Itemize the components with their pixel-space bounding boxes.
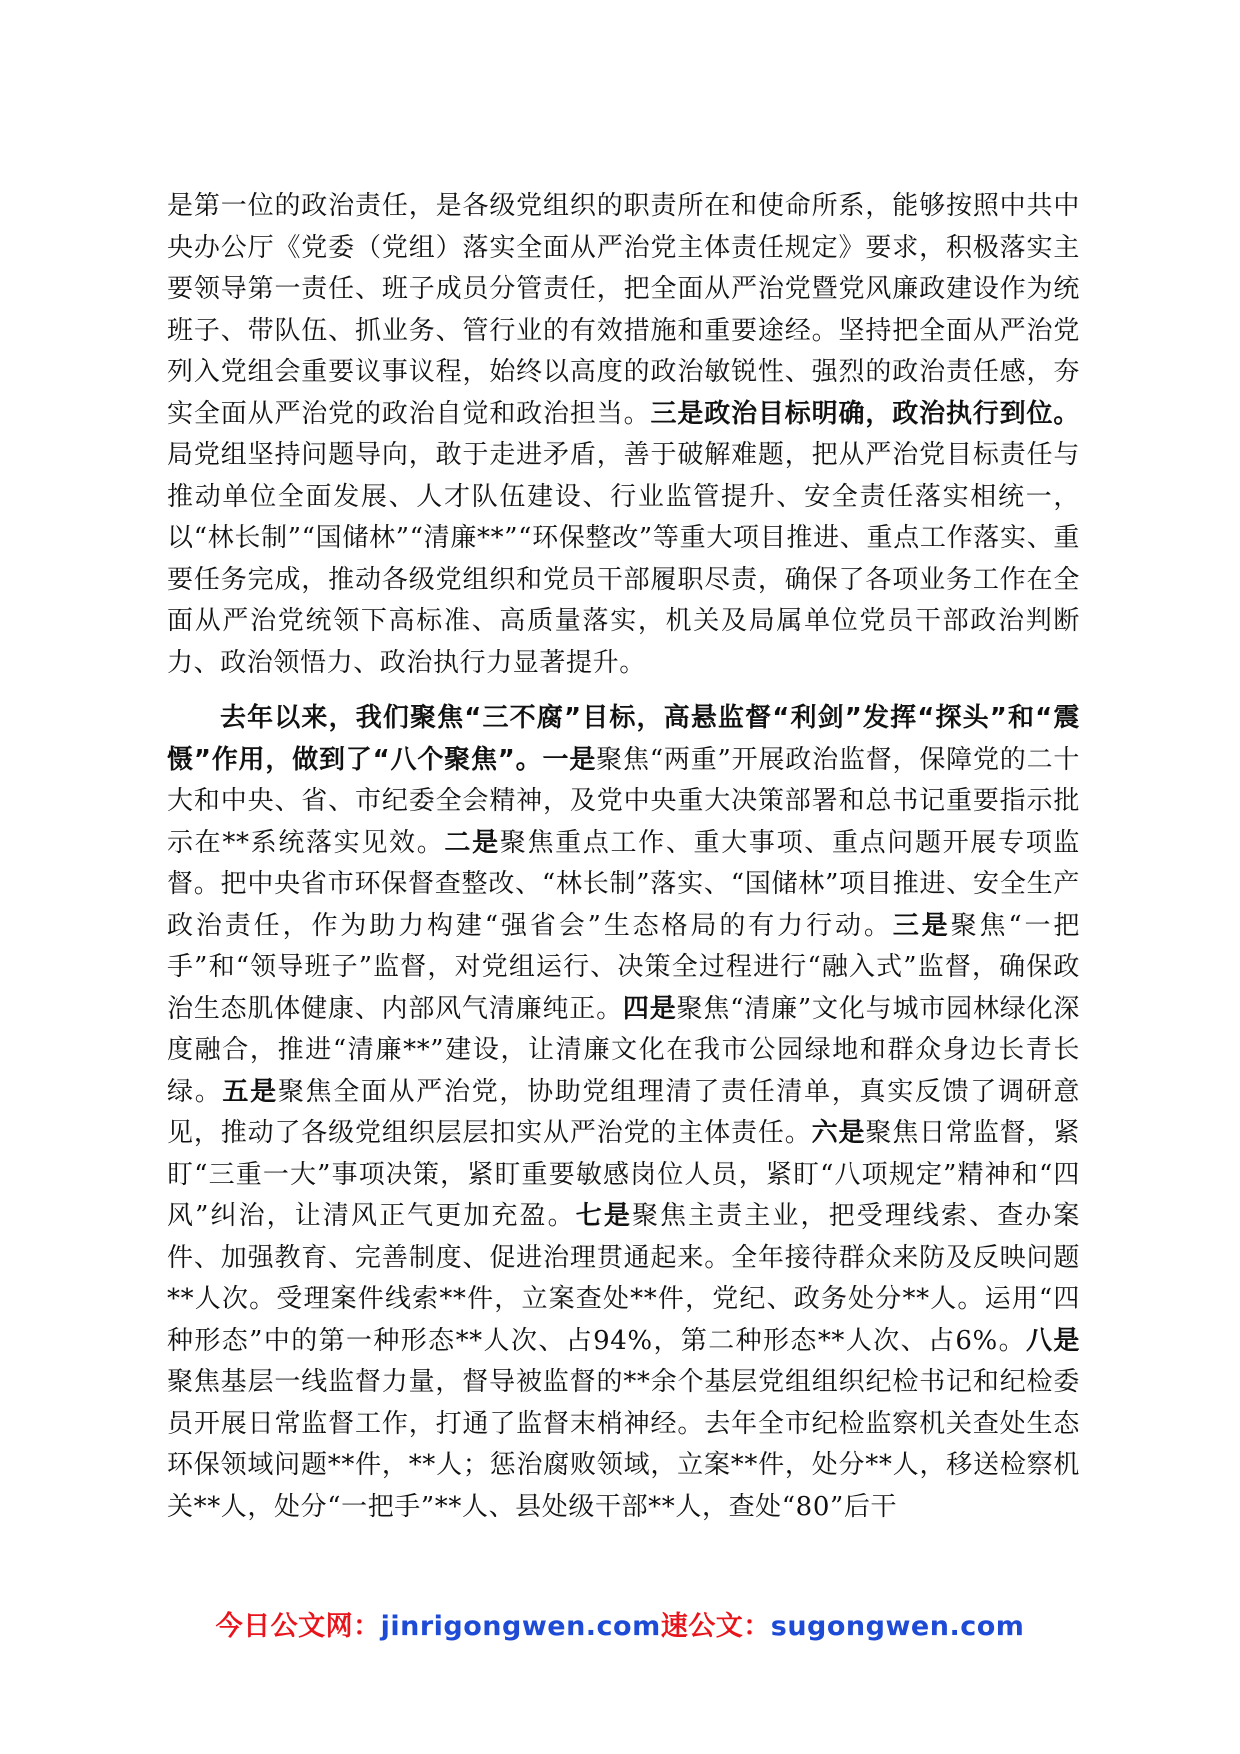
text-run: 聚焦“清廉”文化与城市园林绿化深度融合，推进“清廉**”建设，让清廉文化在我市公园绿地和群众身边长青长绿。 bbox=[167, 993, 1080, 1107]
site2-name: 速公文： bbox=[660, 1611, 771, 1642]
text-run: 聚焦基层一线监督力量，督导被监督的**余个基层党组组织纪检书记和纪检委员开展日常监督工作，打通了监督末梢神经。去年全市纪检监察机关查处生态环保领域问题**件，**人；惩治腐败领域，立案**件，处分**人，移送检察机关**人，处分“一把手”**人、县处级干部**人，查处“80”后干 bbox=[167, 1367, 1080, 1522]
paragraph-2 bbox=[167, 698, 1080, 1528]
bold-marker: 五是 bbox=[222, 1076, 278, 1107]
site2-url[interactable]: sugongwen.com bbox=[770, 1611, 1025, 1642]
text-run: 聚焦重点工作、重大事项、重点问题开展专项监督。把中央省市环保督查整改、“林长制”落实、“国储林”项目推进、安全生产政治责任，作为助力构建“强省会”生态格局的有力行动。 bbox=[167, 827, 1080, 941]
bold-marker: 二是 bbox=[444, 827, 500, 858]
text-run: 聚焦主责主业，把受理线索、查办案件、加强教育、完善制度、促进治理贯通起来。全年接待群众来防及反映问题**人次。受理案件线索**件，立案查处**件，党纪、政务处分**人。运用“四种形态”中的第一种形态**人次、占94%，第二种形态**人次、占6%。 bbox=[167, 1201, 1081, 1356]
text-run: 是第一位的政治责任，是各级党组织的职责所在和使命所系，能够按照中共中央办公厅《党委（党组）落实全面从严治党主体责任规定》要求，积极落实主要领导第一责任、班子成员分管责任，把全面从严治党暨党风廉政建设作为统班子、带队伍、抓业务、管行业的有效措施和重要途经。坚持把全面从严治党列入党组会重要议事议程，始终以高度的政治敏锐性、强烈的政治责任感，夯实全面从严治党的政治自觉和政治担当。 bbox=[167, 191, 1080, 429]
bold-marker: 六是 bbox=[811, 1118, 866, 1148]
bold-marker: 四是 bbox=[622, 993, 677, 1024]
bold-lead: 去年以来，我们聚焦“三不腐”目标，高悬监督“利剑”发挥“探头”和“震慑”作用，做到了“八个聚焦”。 bbox=[167, 703, 1080, 775]
document-body bbox=[167, 186, 1080, 1528]
bold-marker: 三是 bbox=[892, 910, 951, 941]
text-run: 聚焦“一把手”和“领导班子”监督，对党组运行、决策全过程进行“融入式”监督，确保政治生态肌体健康、内部风气清廉纯正。 bbox=[167, 910, 1081, 1024]
text-run: 聚焦“两重”开展政治监督，保障党的二十大和中央、省、市纪委全会精神，及党中央重大决策部署和总书记重要指示批示在**系统落实见效。 bbox=[167, 744, 1081, 858]
site1-name: 今日公文网： bbox=[215, 1611, 381, 1642]
paragraph-1 bbox=[167, 186, 1080, 684]
bold-marker: 一是 bbox=[542, 744, 597, 775]
site1-url[interactable]: jinrigongwen.com bbox=[380, 1611, 661, 1642]
text-run: 局党组坚持问题导向，敢于走进矛盾，善于破解难题，把从严治党目标责任与推动单位全面发展、人才队伍建设、行业监管提升、安全责任落实相统一，以“林长制”“国储林”“清廉**”“环保整改”等重大项目推进、重点工作落实、重要任务完成，推动各级党组织和党员干部履职尽责，确保了各项业务工作在全面从严治党统领下高标准、高质量落实，机关及局属单位党员干部政治判断力、政治领悟力、政治执行力显著提升。 bbox=[167, 440, 1080, 678]
text-run: 聚焦全面从严治党，协助党组理清了责任清单，真实反馈了调研意见，推动了各级党组织层层扣实从严治党的主体责任。 bbox=[167, 1076, 1081, 1148]
footer-watermark bbox=[0, 1604, 1240, 1643]
bold-marker: 八是 bbox=[1026, 1325, 1080, 1356]
bold-marker: 七是 bbox=[575, 1201, 632, 1231]
text-run: 聚焦日常监督，紧盯“三重一大”事项决策，紧盯重要敏感岗位人员，紧盯“八项规定”精神和“四风”纠治，让清风正气更加充盈。 bbox=[167, 1118, 1080, 1231]
bold-heading: 三是政治目标明确，政治执行到位。 bbox=[650, 398, 1080, 429]
